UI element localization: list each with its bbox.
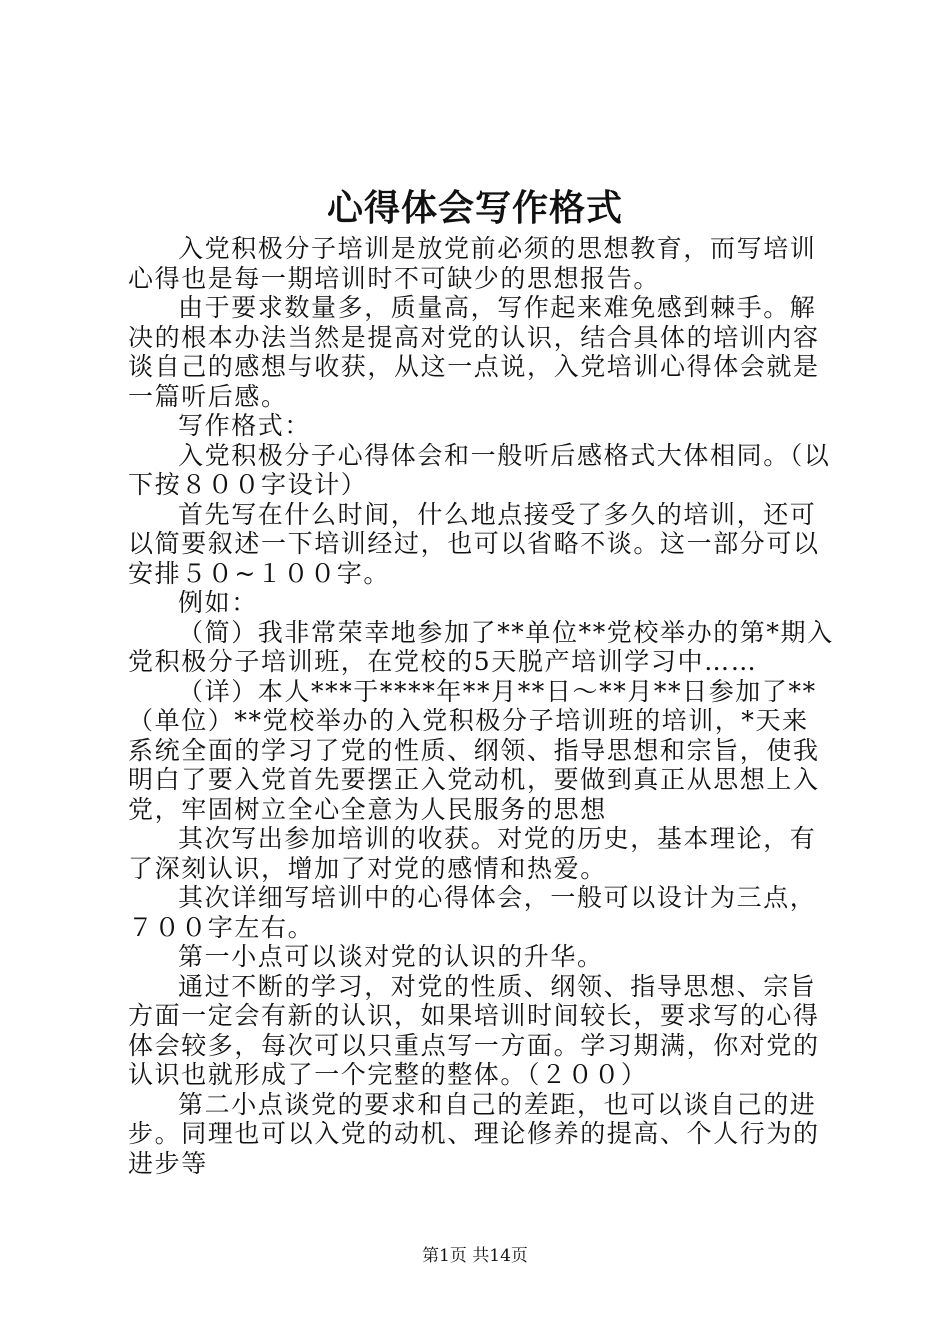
paragraph: 第一小点可以谈对党的认识的升华。 [178,942,604,971]
paragraph: 首先写在什么时间，什么地点接受了多久的培训，还可以简要叙述一下培训经过，也可以省略不谈。这一部分可以安排５０~１００字。 [128,499,820,588]
paragraph: 例如： [178,588,258,617]
paragraph: （简）我非常荣幸地参加了**单位**党校举办的第*期入党积极分子培训班，在党校的5天脱产培训学习中…… [128,617,834,676]
paragraph: 第二小点谈党的要求和自己的差距，也可以谈自己的进步。同理也可以入党的动机、理论修养的提高、个人行为的进步等 [128,1089,820,1178]
paragraph: 其次详细写培训中的心得体会，一般可以设计为三点，７００字左右。 [128,883,817,942]
paragraph: 其次写出参加培训的收获。对党的历史，基本理论，有了深刻认识，增加了对党的感情和热爱。 [128,824,817,883]
paragraph: 入党积极分子心得体会和一般听后感格式大体相同。（以下按８００字设计） [128,440,831,499]
page-number-footer: 第1页 共14页 [422,1246,528,1266]
paragraph: 写作格式： [178,411,312,440]
paragraph: （详）本人***于****年**月**日～**月**日参加了**（单位）**党校举办的入党积极分子培训班的培训，*天来系统全面的学习了党的性质、纲领、指导思想和宗旨，使我明白了要入党首先要摆正入党动机，要做到真正从思想上入党，牢固树立全心全意为人民服务的思想 [128,676,820,824]
document-body [128,234,834,1178]
paragraph: 通过不断的学习，对党的性质、纲领、指导思想、宗旨方面一定会有新的认识，如果培训时间较长，要求写的心得体会较多，每次可以只重点写一方面。学习期满，你对党的认识也就形成了一个完整的整体。（２００） [128,971,820,1089]
paragraph: 由于要求数量多，质量高，写作起来难免感到棘手。解决的根本办法当然是提高对党的认识，结合具体的培训内容谈自己的感想与收获，从这一点说，入党培训心得体会就是一篇听后感。 [128,293,820,411]
paragraph: 入党积极分子培训是放党前必须的思想教育，而写培训心得也是每一期培训时不可缺少的思想报告。 [128,234,817,293]
document-title: 心得体会写作格式 [326,187,623,229]
